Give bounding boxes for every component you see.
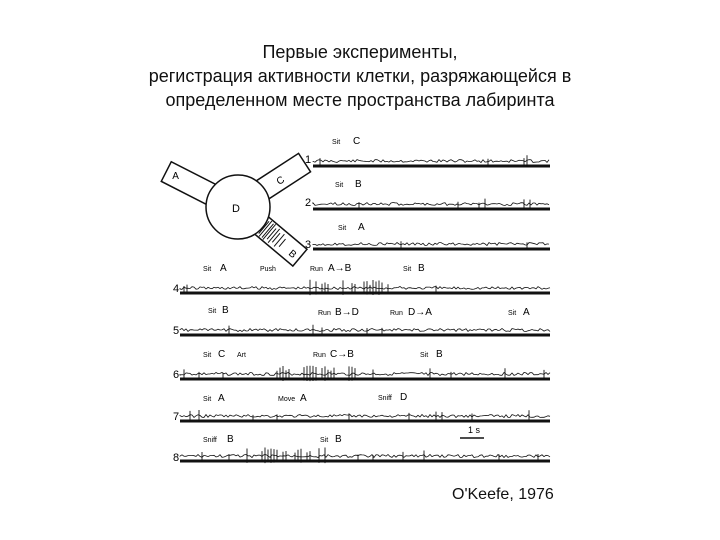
- trace-number: 1: [305, 154, 312, 166]
- trace-label: Sit: [508, 310, 517, 317]
- title-line-3: определенном месте пространства лабиринта: [165, 90, 555, 110]
- title-line-2: регистрация активности клетки, разряжающейся в: [148, 66, 572, 86]
- trace-line: [313, 155, 550, 167]
- trace-row-1: [305, 136, 550, 167]
- arm-a-label: A: [172, 171, 179, 183]
- trace-number: 3: [305, 239, 312, 251]
- trace-label: Run: [310, 266, 323, 273]
- trace-label: Sit: [203, 352, 212, 359]
- trace-label: Sit: [403, 266, 412, 273]
- trace-line: [313, 241, 550, 249]
- figure-svg: [160, 130, 560, 475]
- trace-label: A→B: [328, 263, 352, 274]
- trace-row-5: [173, 305, 550, 337]
- trace-label: C: [218, 349, 226, 360]
- trace-label: D: [400, 392, 408, 403]
- trace-row-4: [173, 263, 550, 295]
- arm-b-label: B: [286, 248, 299, 261]
- trace-label: A: [358, 222, 365, 233]
- trace-number: 8: [173, 452, 180, 464]
- trace-label: C: [353, 136, 361, 147]
- trace-label: C→B: [330, 349, 354, 360]
- trace-label: Art: [237, 352, 246, 359]
- trace-label: B: [355, 179, 362, 190]
- trace-label: Sit: [320, 437, 329, 444]
- trace-number: 2: [305, 197, 312, 209]
- trace-line: [180, 325, 550, 336]
- slide-title: [0, 40, 720, 112]
- trace-number: 6: [173, 369, 180, 381]
- place-cell-figure: [160, 130, 560, 475]
- trace-label: Sniff: [378, 395, 392, 402]
- trace-label: B: [436, 349, 443, 360]
- scale-bar: [460, 425, 484, 438]
- trace-line: [180, 447, 550, 463]
- trace-label: Sit: [335, 182, 344, 189]
- trace-label: D→A: [408, 307, 432, 318]
- trace-row-8: [173, 434, 550, 464]
- trace-label: Run: [390, 310, 403, 317]
- trace-label: Sit: [208, 308, 217, 315]
- trace-label: B→D: [335, 307, 359, 318]
- trace-label: A: [218, 393, 225, 404]
- maze-diagram: [161, 153, 310, 266]
- trace-label: Sit: [203, 396, 212, 403]
- trace-row-3: [305, 222, 550, 251]
- trace-label: A: [220, 263, 227, 274]
- trace-label: Sit: [338, 225, 347, 232]
- trace-row-6: [173, 349, 550, 381]
- trace-label: B: [227, 434, 234, 445]
- trace-number: 7: [173, 411, 180, 423]
- trace-label: Run: [313, 352, 326, 359]
- trace-label: A: [523, 307, 530, 318]
- trace-label: Move: [278, 396, 296, 403]
- trace-row-2: [305, 179, 550, 210]
- trace-row-7: [173, 392, 550, 423]
- arm-c-label: C: [274, 174, 287, 188]
- trace-line: [313, 199, 550, 211]
- trace-label: B: [418, 263, 425, 274]
- trace-label: Sit: [203, 266, 212, 273]
- trace-label: Run: [318, 310, 331, 317]
- maze-center-label: D: [232, 203, 240, 215]
- title-line-1: Первые эксперименты,: [262, 42, 458, 62]
- trace-number: 4: [173, 283, 180, 295]
- citation: O'Keefe, 1976: [452, 486, 554, 503]
- trace-label: Sit: [332, 139, 341, 146]
- trace-label: Push: [260, 266, 276, 273]
- scale-bar-label: 1 s: [468, 425, 481, 435]
- trace-label: B: [222, 305, 229, 316]
- trace-line: [180, 280, 550, 295]
- trace-line: [180, 410, 550, 422]
- trace-number: 5: [173, 325, 180, 337]
- trace-label: Sniff: [203, 437, 217, 444]
- trace-label: A: [300, 393, 307, 404]
- trace-line: [180, 366, 550, 381]
- trace-label: B: [335, 434, 342, 445]
- trace-label: Sit: [420, 352, 429, 359]
